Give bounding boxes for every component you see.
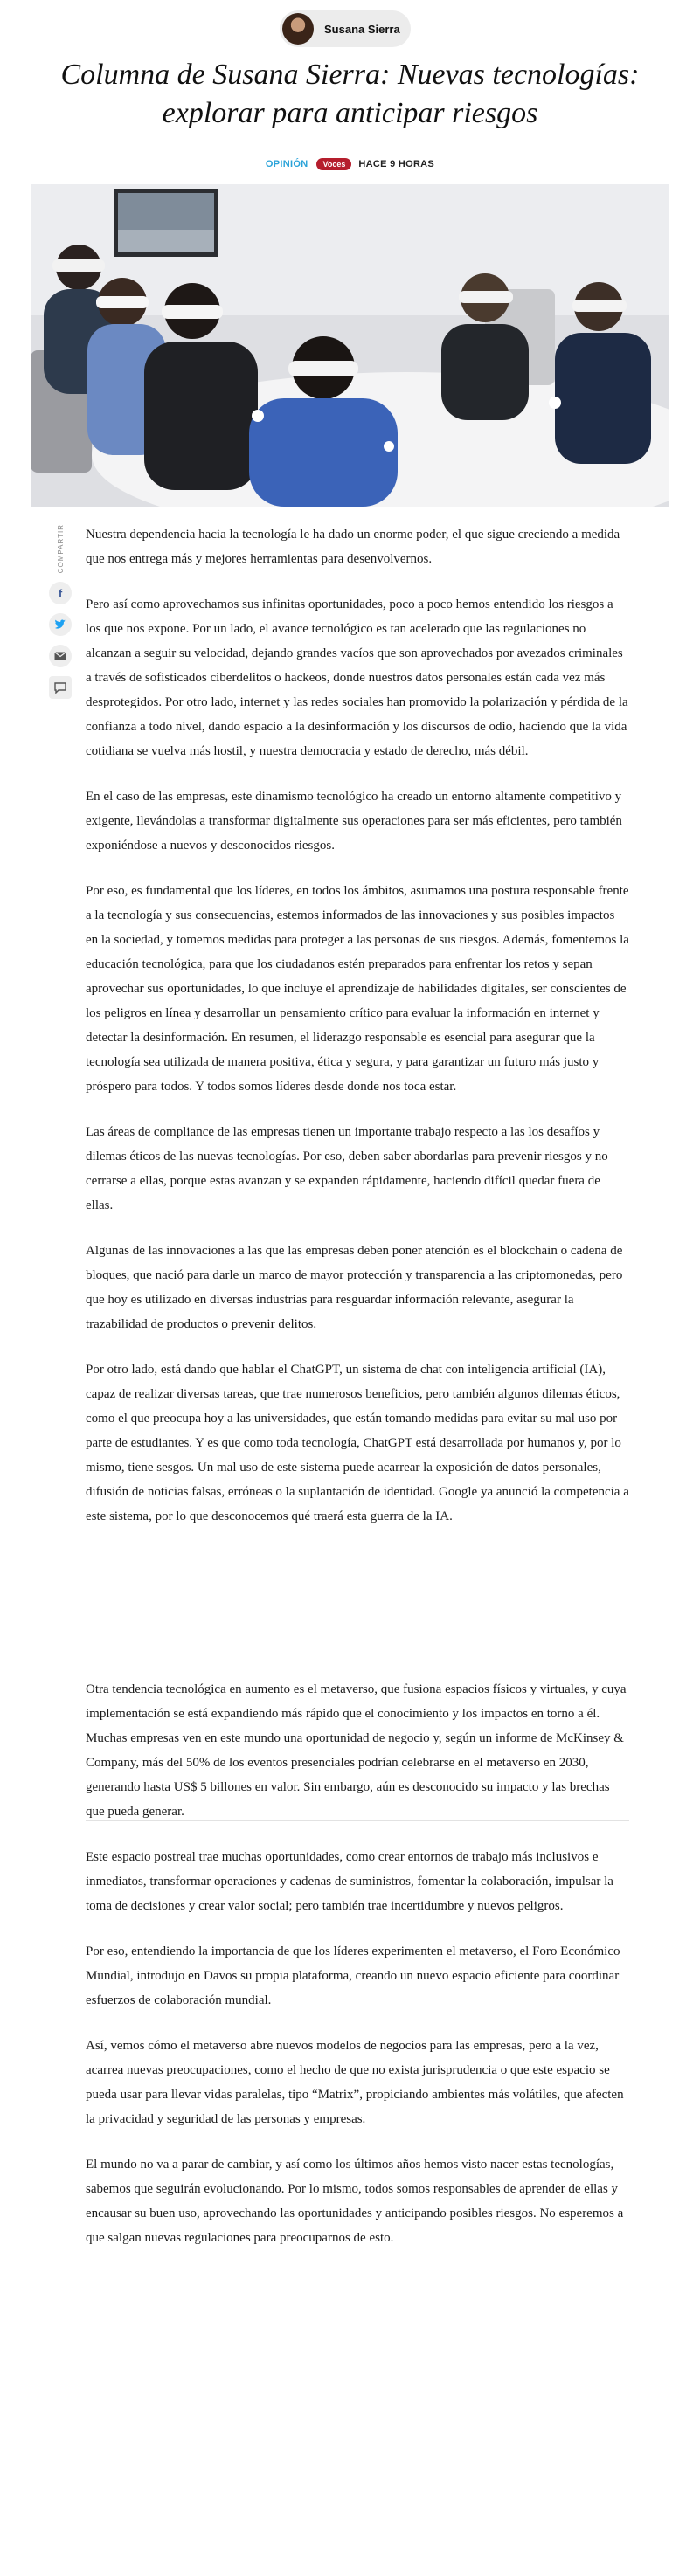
hero-photo <box>31 184 669 507</box>
article-headline: Columna de Susana Sierra: Nuevas tecnologías: explorar para anticipar riesgos <box>60 59 640 129</box>
author-name: Susana Sierra <box>324 22 400 36</box>
article-body <box>86 522 629 2271</box>
paragraph: Nuestra dependencia hacia la tecnología le ha dado un enorme poder, el que sigue creciendo a medida que nos entrega más y mejores herramientas para desenvolvernos. <box>86 528 620 566</box>
share-label: COMPARTIR <box>56 524 65 574</box>
paragraph: Otra tendencia tecnológica en aumento es el metaverso, que fusiona espacios físicos y virtuales, y cuya implementación se está expandiendo más rápido que el conocimiento y los impactos en torno a él. Muchas empresas ven en este mundo una oportunidad de negocio y, según un informe de McKinsey & Company, más del 50% de los eventos presenciales podrían celebrarse en el metaverso en 2030, generando hasta US$ 5 billones en valor. Sin embargo, aún es desconocido su impacto y las brechas que pueda generar. <box>86 1682 627 1819</box>
paragraph: En el caso de las empresas, este dinamismo tecnológico ha creado un entorno altamente competitivo y exigente, llevándolas a transformar digitalmente sus operaciones para ser más eficientes, pero también exponiéndose a nuevos y desconocidos riesgos. <box>86 790 622 853</box>
twitter-icon[interactable] <box>49 613 72 636</box>
article-meta <box>0 155 700 173</box>
comment-icon[interactable] <box>49 676 72 699</box>
share-bar <box>48 524 73 708</box>
paragraph: Este espacio postreal trae muchas oportunidades, como crear entornos de trabajo más inclusivos e inmediatos, transformar operaciones y cadenas de suministros, fomentar la colaboración, impulsar la toma de decisiones y crear valor social; pero también trae incertidumbre y nuevos peligros. <box>86 1850 613 1913</box>
paragraph: Así, vemos cómo el metaverso abre nuevos modelos de negocios para las empresas, pero a la vez, acarrea nuevas preocupaciones, como el hecho de que no exista jurisprudencia o que este espacio se pueda usar para llevar vidas paralelas, tipo “Matrix”, propiciando ambientes más volátiles, que afecten la privacidad y seguridad de las personas y empresas. <box>86 2039 624 2126</box>
author-avatar <box>282 13 314 45</box>
paragraph: Pero así como aprovechamos sus infinitas oportunidades, poco a poco hemos entendido los riesgos a los que nos expone. Por un lado, el avance tecnológico es tan acelerado que las regulaciones no alcanzan a seguir su velocidad, dejando grandes vacíos que son aprovechados por avezados criminales a través de sofisticados ciberdelitos o hackeos, donde nuestros datos personales están cada vez más desprotegidos. Por otro lado, internet y las redes sociales han promovido la polarización y pérdida de la confianza a todo nivel, dando espacio a la desinformación y los discursos de odio, haciendo que la vida cotidiana se vuelva más hostil, y nuestra democracia y estado de derecho, más débil. <box>86 597 628 758</box>
paragraph: Por eso, entendiendo la importancia de que los líderes experimenten el metaverso, el Foro Económico Mundial, introdujo en Davos su propia plataforma, creando un nuevo espacio eficiente para coordinar esfuerzos de colaboración mundial. <box>86 1944 620 2007</box>
email-icon[interactable] <box>49 645 72 667</box>
paragraph: Las áreas de compliance de las empresas tienen un importante trabajo respecto a las los desafíos y dilemas éticos de las nuevas tecnologías. Por eso, deben saber abordarlas para prevenir riesgos y no cerrarse a ellas, porque estas avanzan y se expanden rápidamente, haciendo difícil quedar fuera de ellas. <box>86 1125 608 1212</box>
ad-divider <box>86 1820 629 1821</box>
paragraph: Por otro lado, está dando que hablar el ChatGPT, un sistema de chat con inteligencia artificial (IA), capaz de realizar diversas tareas, que trae numerosos beneficios, pero también algunos dilemas éticos, como el que preocupa hoy a las universidades, que están tomando medidas para evitar su mal uso por parte de estudiantes. Y es que como toda tecnología, ChatGPT está desarrollada por humanos y, por lo mismo, tiene sesgos. Un mal uso de este sistema puede acarrear la exposición de datos personales, difusión de noticias falsas, erróneas o la suplantación de identidad. Google ya anunció la competencia a este sistema, por lo que desconocemos qué traerá esta guerra de la IA. <box>86 1363 629 1523</box>
section-label[interactable]: OPINIÓN <box>265 159 308 169</box>
author-chip[interactable] <box>280 10 411 47</box>
facebook-icon[interactable]: f <box>49 582 72 604</box>
publish-time: HACE 9 HORAS <box>358 159 435 169</box>
paragraph: El mundo no va a parar de cambiar, y así como los últimos años hemos visto nacer estas tecnologías, sabemos que seguirán evolucionando. Por lo mismo, todos somos responsables de aprender de ellas y encausar su buen uso, aprovechando las oportunidades y anticipando posibles riesgos. No esperemos a que salgan nuevas regulaciones para preocuparnos de esto. <box>86 2158 624 2245</box>
paragraph: Algunas de las innovaciones a las que las empresas deben poner atención es el blockchain o cadena de bloques, que nació para darle un marco de mayor protección y transparencia a las criptomonedas, pero que hoy es utilizado en diversas industrias para resguardar información relevante, asegurar la trazabilidad de productos o prevenir delitos. <box>86 1244 623 1331</box>
paragraph: Por eso, es fundamental que los líderes, en todos los ámbitos, asumamos una postura responsable frente a la tecnología y sus consecuencias, estemos informados de las innovaciones y sus posibles impactos en la sociedad, y tomemos medidas para proteger a las personas de sus riesgos. Además, fomentemos la educación tecnológica, para que los ciudadanos estén preparados para enfrentar los retos y sepan aprovechar sus oportunidades, lo que incluye el aprendizaje de habilidades digitales, ser conscientes de los peligros en línea y desarrollar un pensamiento crítico para evaluar la información en internet y detectar la desinformación. En resumen, el liderazgo responsable es esencial para asegurar que la tecnología sea utilizada de manera positiva, ética y segura, y para garantizar un futuro más justo y próspero para todos. Y todos somos líderes desde donde nos toca estar. <box>86 884 629 1094</box>
voces-badge[interactable]: Voces <box>316 158 351 170</box>
